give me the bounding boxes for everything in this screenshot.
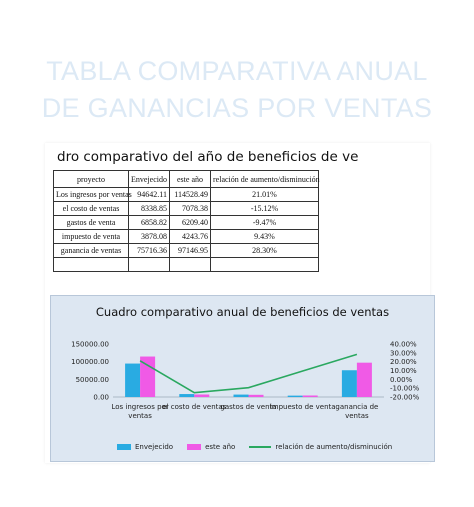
x-tick-label: el costo de ventas — [162, 403, 227, 411]
bar-este-ano — [303, 396, 318, 397]
legend-item-este-ano — [187, 443, 235, 451]
line-relacion — [140, 354, 357, 392]
table-cell[interactable]: 114528.49 — [170, 188, 211, 202]
page-title-line-2: DE GANANCIAS POR VENTAS — [41, 93, 433, 123]
table-cell[interactable]: 3878.08 — [129, 230, 170, 244]
table-cell[interactable]: Los ingresos por ventas — [54, 188, 129, 202]
table-cell[interactable]: -15.12% — [211, 202, 319, 216]
bar-envejecido — [125, 364, 140, 397]
y-tick-label: 50000.00 — [75, 375, 109, 384]
chart-legend — [117, 443, 392, 451]
y2-tick-label: -10.00% — [390, 384, 420, 393]
table-cell[interactable]: 97146.95 — [170, 244, 211, 258]
table-cell[interactable]: 94642.11 — [129, 188, 170, 202]
bar-line-chart — [51, 296, 434, 461]
y2-tick-label: 20.00% — [390, 358, 417, 367]
table-row — [54, 230, 319, 244]
page-title-line-1: TABLA COMPARATIVA ANUAL — [46, 56, 428, 86]
x-tick-label: ventas — [128, 412, 152, 420]
comparison-table — [53, 170, 319, 272]
bar-envejecido — [288, 396, 303, 397]
table-cell[interactable]: -9.47% — [211, 216, 319, 230]
table-cell[interactable]: 8338.85 — [129, 202, 170, 216]
header-envejecido[interactable]: Envejecido — [129, 171, 170, 188]
table-cell[interactable]: gastos de venta — [54, 216, 129, 230]
legend-swatch-envejecido — [117, 444, 131, 450]
legend-item-relacion — [249, 443, 392, 451]
legend-swatch-relacion — [249, 446, 271, 448]
x-tick-label: impuesto de venta — [269, 403, 336, 411]
table-cell[interactable]: 6858.82 — [129, 216, 170, 230]
table-row — [54, 216, 319, 230]
legend-label: relación de aumento/disminución — [275, 443, 393, 451]
y2-tick-label: 0.00% — [390, 375, 413, 384]
x-tick-label: Los ingresos por — [111, 403, 169, 411]
table-cell[interactable]: 6209.40 — [170, 216, 211, 230]
header-proyecto[interactable]: proyecto — [54, 171, 129, 188]
table-cell[interactable]: 21.01% — [211, 188, 319, 202]
table-row — [54, 188, 319, 202]
table-cell[interactable]: 28.30% — [211, 244, 319, 258]
legend-item-envejecido — [117, 443, 173, 451]
table-row — [54, 244, 319, 258]
bar-este-ano — [194, 394, 209, 397]
sheet-title: dro comparativo del año de beneficios de ve — [57, 149, 359, 165]
bar-envejecido — [179, 394, 194, 397]
x-tick-label: ganancia de — [335, 403, 379, 411]
table-cell[interactable]: impuesto de venta — [54, 230, 129, 244]
y-tick-label: 150000.00 — [71, 340, 109, 349]
table-cell[interactable]: 9.43% — [211, 230, 319, 244]
bar-envejecido — [342, 370, 357, 397]
table-cell[interactable] — [129, 258, 170, 272]
bar-este-ano — [249, 395, 264, 397]
bar-este-ano — [357, 363, 372, 397]
table-cell[interactable] — [54, 258, 129, 272]
x-tick-label: ventas — [345, 412, 369, 420]
table-cell[interactable]: 75716.36 — [129, 244, 170, 258]
legend-label: este año — [205, 443, 236, 451]
table-row — [54, 258, 319, 272]
header-relacion[interactable]: relación de aumento/disminución — [211, 171, 319, 188]
legend-swatch-este-ano — [187, 444, 201, 450]
y2-tick-label: 30.00% — [390, 349, 417, 358]
bar-envejecido — [234, 395, 249, 397]
table-cell[interactable]: ganancia de ventas — [54, 244, 129, 258]
y2-tick-label: -20.00% — [390, 393, 420, 402]
x-tick-label: gastos de venta — [220, 403, 277, 411]
chart-title: Cuadro comparativo anual de beneficios de ventas — [95, 305, 390, 319]
table-header-row — [54, 171, 319, 188]
legend-label: Envejecido — [135, 443, 174, 451]
table-row — [54, 202, 319, 216]
header-este-ano[interactable]: este año — [170, 171, 211, 188]
y-tick-label: 100000.00 — [71, 358, 109, 367]
y2-tick-label: 10.00% — [390, 367, 417, 375]
table-cell[interactable]: 7078.38 — [170, 202, 211, 216]
table-cell[interactable] — [170, 258, 211, 272]
y2-tick-label: 40.00% — [390, 340, 417, 349]
table-cell[interactable]: 4243.76 — [170, 230, 211, 244]
table-cell[interactable]: el costo de ventas — [54, 202, 129, 216]
table-cell[interactable] — [211, 258, 319, 272]
y-tick-label: 0.00 — [93, 393, 109, 402]
chart-panel[interactable] — [50, 295, 435, 462]
